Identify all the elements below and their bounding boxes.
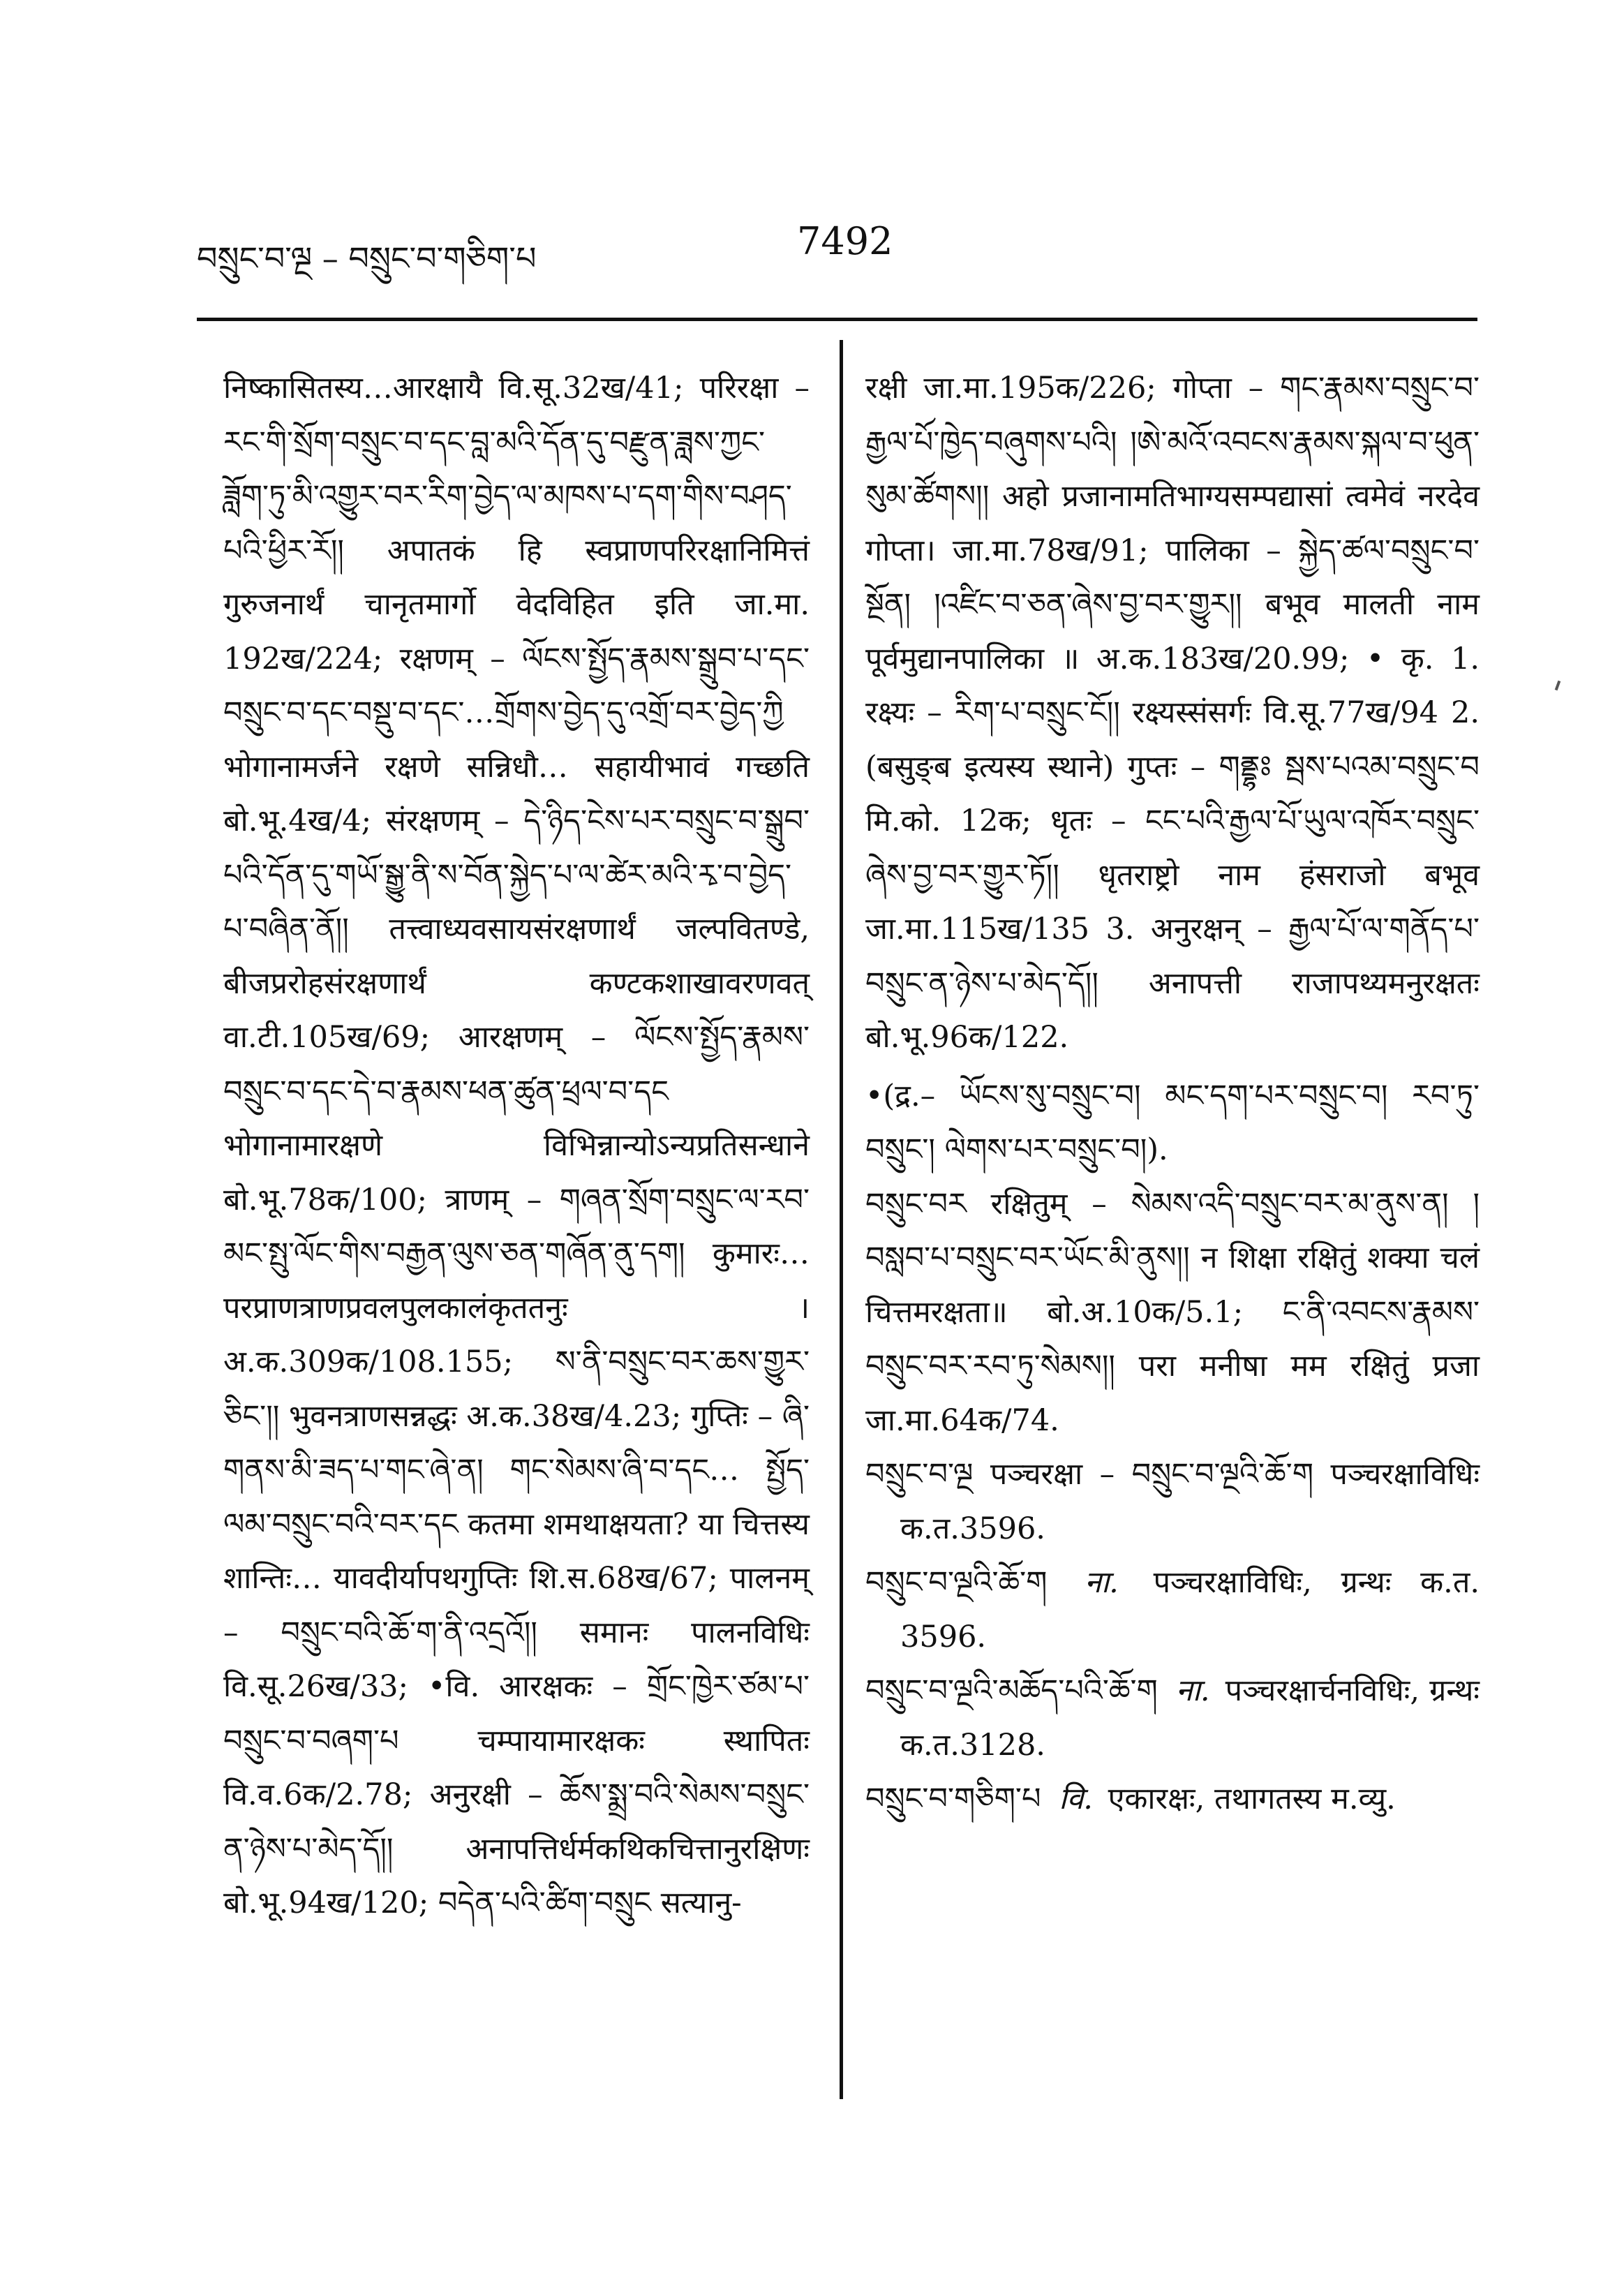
entry-body: पञ्चरक्षाविधिः, ग्रन्थः क.त. 3596.: [900, 1565, 1480, 1654]
entry-body: पञ्चरक्षा – བསྲུང་བ་ལྔའི་ཆོ་ག पञ्चरक्षाविधिः क.त.3596.: [900, 1457, 1480, 1546]
header-rule: [197, 318, 1477, 321]
entry-grammar-label: ना.: [1175, 1673, 1210, 1708]
page-header: [197, 209, 1495, 277]
entry-grammar-label: ना.: [1085, 1565, 1119, 1600]
margin-mark: [1555, 681, 1561, 691]
dictionary-entry: [865, 1448, 1480, 1556]
left-column-text: निष्कासितस्य…आरक्षायै वि.सू.32ख/41; परिरक्षा – རང་གི་སྲོག་བསྲུང་བ་དང་བླ་མའི་དོན་དུ་བརྫུན་ཟླས་ཀྱང་ཟློག་ཏུ་མི་འགྱུར་བར་རིག་བྱེད་ལ་མཁས་པ་དག་གིས་བཤད་པའི་ཕྱིར་རོ།། अपातकं हि स्वप्राणपरिरक्षानिमित्तं गुरुजनार्थं चानृतमार्गो वेदविहित इति जा.मा. 192ख/224; रक्षणम् – ལོངས་སྤྱོད་རྣམས་སྒྲུབ་པ་དང་བསྲུང་བ་དང་བསྡུ་བ་དང་…གྲོགས་བྱེད་དུ་འགྲོ་བར་བྱེད་ཀྱི भोगानामर्जने रक्षणे सन्निधौ… सहायीभावं गच्छति बो.भू.4ख/4; संरक्षणम् – དེ་ཉིད་ངེས་པར་བསྲུང་བ་སྒྲུབ་པའི་དོན་དུ་གཡོ་སྒྱུ་ནི་ས་བོན་སྐྱེད་པ་ལ་ཚེར་མའི་རྭ་བ་བྱེད་པ་བཞིན་ནོ།། तत्त्वाध्यवसायसंरक्षणार्थं जल्पवितण्डे, बीजप्ररोहसंरक्षणार्थं कण्टकशाखावरणवत् वा.टी.105ख/69; आरक्षणम् – ལོངས་སྤྱོད་རྣམས་བསྲུང་བ་དང་དེ་བ་རྣམས་ཕན་ཚུན་ཕྲལ་བ་དང भोगानामारक्षणे विभिन्नान्योऽन्यप्रतिसन्धाने बो.भू.78क/100; त्राणम् – གཞན་སྲོག་བསྲུང་ལ་རབ་མང་སྤུ་ལོང་གིས་བརྒྱན་ལུས་ཅན་གཞོན་ནུ་དག། कुमारः… परप्राणत्राणप्रवलपुलकालंकृततनुः । अ.क.309क/108.155; ས་ནི་བསྲུང་བར་ཆས་གྱུར་ཅིང་།། भुवनत्राणसन्नद्धः अ.क.38ख/4.23; गुप्तिः – ཞི་གནས་མི་ཟད་པ་གང་ཞེ་ན། གང་སེམས་ཞི་བ་དང… སྤྱོད་ལམ་བསྲུང་བའི་བར་དང कतमा शमथाक्षयता? या चित्तस्य शान्तिः… यावदीर्यापथगुप्तिः शि.स.68ख/67; पालनम् – བསྲུང་བའི་ཆོ་ག་ནི་འདྲའོ།། समानः पालनविधिः वि.सू.26ख/33; •वि. आरक्षकः – གྲོང་ཁྱེར་ཙམ་པ་བསྲུང་བ་བཞག་པ चम्पायामारक्षकः स्थापितः वि.व.6क/2.78; अनुरक्षी – ཆོས་སྨྲ་བའི་སེམས་བསྲུང་ན་ཉེས་པ་མེད་དོ།། अनापत्तिर्धर्मकथिकचित्तानुरक्षिणः बो.भू.94ख/120; བདེན་པའི་ཚིག་བསྲུང सत्यानु-: [223, 371, 810, 1920]
see-also-text: •(द्र.– ཡོངས་སུ་བསྲུང་བ། མང་དག་པར་བསྲུང་བ། རབ་ཏུ་བསྲུང་། ལེགས་པར་བསྲུང་བ།).: [865, 1078, 1480, 1167]
entry-body: पञ्चरक्षार्चनविधिः, ग्रन्थः क.त.3128.: [900, 1673, 1480, 1763]
entry-grammar-label: वि.: [1059, 1781, 1093, 1816]
right-column: [865, 362, 1480, 1827]
entry-headword: བསྲུང་བ་གཅིག་པ: [865, 1781, 1041, 1816]
page-number: 7492: [797, 219, 893, 263]
dictionary-entry: [865, 1664, 1480, 1772]
column-divider: [840, 340, 843, 2099]
entry-headword: བསྲུང་བ་ལྔའི་ཆོ་ག: [865, 1565, 1048, 1600]
dictionary-entry: [865, 1772, 1480, 1827]
dictionary-entry: [865, 1556, 1480, 1664]
entry-headword: བསྲུང་བ་ལྔའི་མཆོད་པའི་ཆོ་ག: [865, 1673, 1158, 1708]
entry-headword: བསྲུང་བ་ལྔ: [865, 1457, 974, 1492]
entry-body: एकारक्षः, तथागतस्य म.व्यु.: [1108, 1781, 1396, 1816]
left-column: [223, 362, 810, 1931]
running-head: བསྲུང་བ་ལྔ – བསྲུང་བ་གཅིག་པ: [197, 239, 537, 277]
sub-entry-text: བསྲུང་བར रक्षितुम् – སེམས་འདི་བསྲུང་བར་མ་ནུས་ན། །བསླབ་པ་བསྲུང་བར་ཡོང་མི་ནུས།། न शिक्षा रक्षितुं शक्या चलं चित्तमरक्षता॥ बो.अ.10क/5.1; ང་ནི་འབངས་རྣམས་བསྲུང་བར་རབ་ཏུ་སེམས།། परा मनीषा मम रक्षितुं प्रजा जा.मा.64क/74.: [865, 1186, 1480, 1438]
right-continuation-text: रक्षी जा.मा.195क/226; गोप्ता – གང་རྣམས་བསྲུང་བ་རྒྱལ་པོ་ཁྱེད་བཞུགས་པའི། །ཨེ་མའོ་འབངས་རྣམས་སྐལ་བ་ཕུན་སུམ་ཚོགས།། अहो प्रजानामतिभाग्यसम्पद्यासां त्वमेवं नरदेव गोप्ता। जा.मा.78ख/91; पालिका – སྐྱེད་ཚལ་བསྲུང་བ་སྔོན། །འཛིང་བ་ཅན་ཞེས་བྱ་བར་གྱུར།། बभूव मालती नाम पूर्वमुद्यानपालिका ॥ अ.क.183ख/20.99; • कृ. 1. रक्ष्यः – རིག་པ་བསྲུང་ངོ།། रक्ष्यस्संसर्गः वि.सू.77ख/94 2. (बसुङ्ब इत्यस्य स्थाने) गुप्तः – གནྡྷཿ སྦས་པའམ་བསྲུང་བ मि.को. 12क; धृतः – ངང་པའི་རྒྱལ་པོ་ཡུལ་འཁོར་བསྲུང་ཞེས་བྱ་བར་གྱུར་ཏོ།། धृतराष्ट्रो नाम हंसराजो बभूव जा.मा.115ख/135 3. अनुरक्षन् – རྒྱལ་པོ་ལ་གནོད་པ་བསྲུང་ན་ཉེས་པ་མེད་དོ།། अनापत्ती राजापथ्यमनुरक्षतः बो.भू.96क/122.: [865, 371, 1480, 1055]
